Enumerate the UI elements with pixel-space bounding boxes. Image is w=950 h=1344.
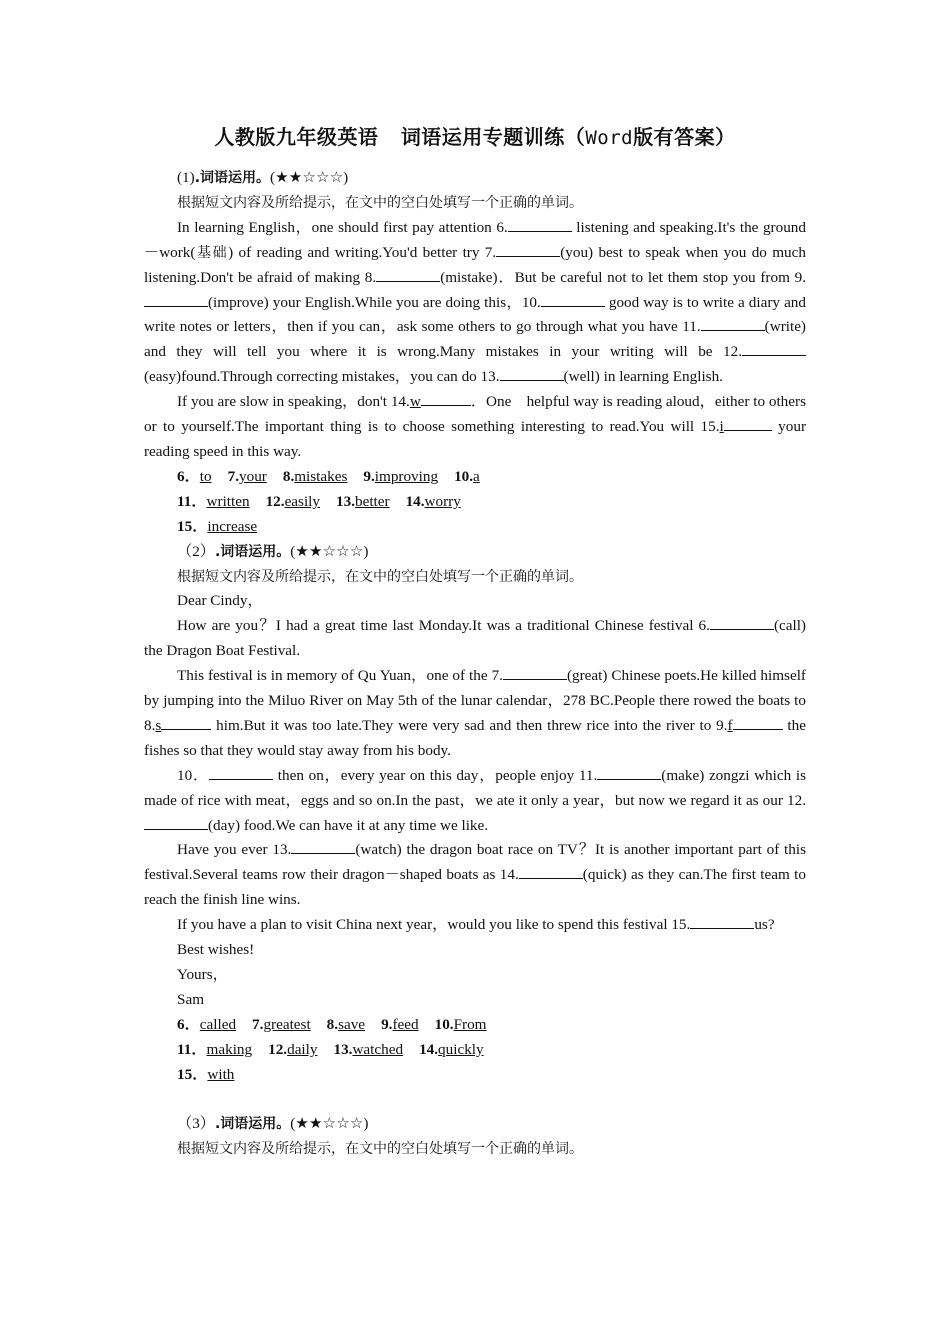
- blank-8[interactable]: [376, 267, 440, 282]
- section-1-paragraph-2: [144, 390, 806, 465]
- blank-13[interactable]: [500, 366, 564, 381]
- answer: written: [206, 492, 250, 510]
- section-label: .词语运用。: [214, 1116, 291, 1133]
- title-part-grade: 人教版九年级英语: [214, 125, 379, 149]
- title-part-topic: 词语运用专题训练（: [400, 125, 586, 149]
- blank-12[interactable]: [742, 341, 806, 356]
- section-2-answers-row-1: [144, 1013, 806, 1038]
- text: If you are slow in speaking，don't 14.: [177, 393, 410, 411]
- answer-number: 7.: [227, 467, 239, 485]
- answer: increase: [207, 517, 258, 535]
- answer-number: 10.: [454, 467, 474, 485]
- text: ) of reading and writing.You'd better try 7.: [228, 243, 497, 261]
- section-2-paragraph-5: [144, 913, 806, 938]
- answer-number: 11．: [177, 492, 207, 510]
- answer: easily: [284, 492, 320, 510]
- answer: From: [453, 1015, 487, 1033]
- section-1-instruction: 根据短文内容及所给提示，在文中的空白处填写一个正确的单词。: [177, 194, 583, 211]
- answer-number: 12.: [265, 492, 285, 510]
- blank-11[interactable]: [597, 765, 661, 780]
- section-label: .词语运用。: [194, 170, 271, 186]
- answer: greatest: [263, 1015, 311, 1033]
- section-1-answers-row-3: [144, 515, 806, 540]
- answer-number: 6．: [177, 1015, 200, 1033]
- section-2-paragraph-2: [144, 664, 806, 764]
- text: listening and speaking.It's the ground－work(: [144, 218, 806, 261]
- answer-number: 8.: [282, 467, 295, 485]
- section-label: .词语运用。: [214, 543, 291, 560]
- section-2-heading: [144, 540, 806, 565]
- text: 基础: [195, 244, 229, 261]
- blank-8[interactable]: [161, 715, 211, 730]
- text: 10．: [177, 766, 210, 784]
- difficulty-stars: (★★☆☆☆): [270, 169, 349, 186]
- answer: improving: [374, 467, 439, 485]
- title-part-word: Word: [585, 127, 634, 149]
- text: good way is to write a diary and write notes or letters，then if you can，ask some others to go through what you have 11.: [144, 293, 806, 336]
- letter-yours: Yours，: [177, 966, 228, 983]
- answer: to: [199, 467, 212, 485]
- text: (well) in learning English.: [563, 368, 723, 386]
- section-3-heading: [144, 1112, 806, 1137]
- blank-10[interactable]: [541, 292, 605, 307]
- text: (improve) your English.While you are doing this，10.: [208, 293, 541, 311]
- difficulty-stars: (★★☆☆☆): [290, 1115, 369, 1133]
- letter-signature: Sam: [177, 990, 205, 1008]
- answer-number: 9.: [381, 1015, 393, 1033]
- text: your reading speed in this way.: [144, 418, 806, 460]
- hint-14: w: [409, 393, 421, 411]
- section-2-paragraph-3: [144, 764, 806, 839]
- answer-number: 15．: [177, 517, 208, 535]
- text: us?: [754, 916, 775, 934]
- letter-greeting: Dear Cindy，: [177, 592, 263, 610]
- answer: mistakes: [294, 467, 348, 485]
- text: Have you ever 13.: [177, 841, 292, 859]
- text: If you have a plan to visit China next year，would you like to spend this festival 15.: [177, 916, 691, 934]
- answer-number: 15．: [177, 1065, 208, 1083]
- answer-number: 6．: [177, 467, 200, 485]
- answer-number: 13.: [336, 492, 355, 510]
- section-3-instruction: 根据短文内容及所给提示，在文中的空白处填写一个正确的单词。: [177, 1141, 583, 1158]
- blank-7[interactable]: [503, 665, 567, 680]
- answer-number: 9.: [363, 467, 375, 485]
- blank-14[interactable]: [421, 391, 471, 406]
- difficulty-stars: (★★☆☆☆): [290, 542, 369, 560]
- answer: your: [239, 467, 267, 485]
- answer: a: [473, 467, 480, 485]
- section-2-paragraph-4: [144, 838, 806, 913]
- blank-11[interactable]: [701, 316, 765, 331]
- blank-13[interactable]: [291, 839, 355, 854]
- text: (make) zongzi which is made of rice with meat，eggs and so on.In the past，we ate it only a year，but now we regard it as our 12.: [144, 766, 807, 809]
- text: (quick) as they can.The first team to reach the finish line wins.: [144, 866, 806, 909]
- section-2-answers-row-2: [144, 1038, 806, 1063]
- answer-number: 12.: [268, 1040, 288, 1058]
- answer-number: 13.: [333, 1040, 353, 1058]
- answer: making: [206, 1040, 253, 1058]
- blank-12[interactable]: [144, 815, 208, 830]
- answer-number: 14.: [405, 492, 425, 510]
- answer: worry: [424, 492, 461, 510]
- answer-number: 14.: [419, 1040, 439, 1058]
- answer: feed: [392, 1015, 419, 1033]
- text: (watch) the dragon boat race on TV？It is another important part of this festival.Several teams row their dragon－shaped boats as 14.: [144, 841, 806, 884]
- section-number: （2）: [177, 542, 215, 560]
- answer: with: [207, 1065, 235, 1083]
- blank-15[interactable]: [690, 914, 754, 929]
- hint-8: s: [155, 716, 162, 734]
- section-spacer: [144, 1088, 806, 1113]
- section-1-answers-row-2: [144, 490, 806, 515]
- blank-10[interactable]: [209, 765, 273, 780]
- blank-7[interactable]: [496, 242, 560, 257]
- blank-6[interactable]: [508, 217, 572, 232]
- title-part-answers: 版有答案）: [633, 125, 736, 149]
- text: him.But it was too late.They were very sad and then threw rice into the river to 9.: [211, 716, 728, 734]
- document-body: [144, 166, 806, 1162]
- answer: better: [354, 492, 390, 510]
- section-1-answers-row-1: [144, 465, 806, 490]
- text: ．One helpful way is reading aloud，either to others or to yourself.The important thing is to choose something interesting to read.You will 15.: [144, 393, 806, 436]
- text: How are you？I had a great time last Monday.It was a traditional Chinese festival 6.: [177, 617, 710, 635]
- blank-9[interactable]: [144, 292, 208, 307]
- hint-15: i: [719, 418, 724, 436]
- answer-number: 8.: [326, 1015, 339, 1033]
- section-number: （3）: [177, 1115, 215, 1133]
- section-2-answers-row-3: [144, 1063, 806, 1088]
- text: the fishes so that they would stay away from his body.: [144, 716, 806, 759]
- section-1-paragraph-1: [144, 216, 806, 390]
- letter-closing: Best wishes!: [177, 941, 255, 959]
- answer: called: [199, 1015, 237, 1033]
- section-number: (1): [177, 169, 195, 186]
- answer: watched: [352, 1040, 404, 1058]
- text: (day) food.We can have it at any time we like.: [208, 816, 489, 834]
- answer-number: 10.: [434, 1015, 454, 1033]
- hint-9: f: [727, 716, 733, 734]
- text: (easy)found.Through correcting mistakes，you can do 13.: [144, 368, 500, 386]
- text: In learning English，one should first pay attention 6.: [177, 218, 508, 236]
- section-1-heading: [144, 166, 806, 191]
- answer: save: [338, 1015, 366, 1033]
- text: then on，every year on this day，people enjoy 11.: [273, 766, 598, 784]
- page-title: [0, 121, 950, 150]
- text: (mistake)．But be careful not to let them stop you from 9.: [440, 268, 807, 286]
- text: This festival is in memory of Qu Yuan，one of the 7.: [177, 667, 503, 685]
- blank-9[interactable]: [733, 715, 783, 730]
- section-2-instruction: 根据短文内容及所给提示，在文中的空白处填写一个正确的单词。: [177, 568, 583, 585]
- text: (great) Chinese poets.He killed himself by jumping into the Miluo River on May 5th of the lunar calendar，278 BC.People there rowed the boats to 8.: [144, 667, 806, 734]
- answer: daily: [287, 1040, 318, 1058]
- blank-15[interactable]: [724, 416, 772, 431]
- answer: quickly: [438, 1040, 484, 1058]
- section-2-paragraph-1: [144, 614, 806, 664]
- answer-number: 11．: [177, 1040, 207, 1058]
- text: (you) best to speak when you do much listening.Don't be afraid of making 8.: [144, 243, 806, 286]
- text: (call) the Dragon Boat Festival.: [144, 617, 806, 660]
- blank-6[interactable]: [710, 615, 774, 630]
- text: (write) and they will tell you where it is wrong.Many mistakes in your writing will be 12.: [144, 318, 806, 361]
- blank-14[interactable]: [519, 864, 583, 879]
- answer-number: 7.: [252, 1015, 264, 1033]
